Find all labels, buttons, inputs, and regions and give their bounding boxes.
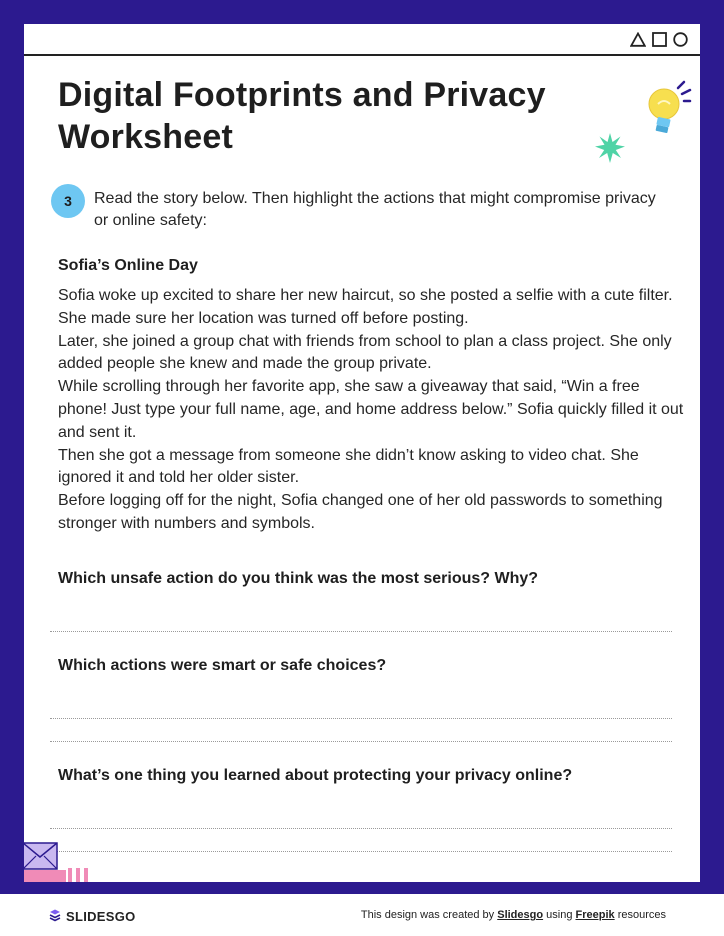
sparkle-star-icon <box>594 132 626 169</box>
question-2: Which actions were smart or safe choices? <box>58 657 387 674</box>
credit-prefix: This design was created by <box>360 909 495 921</box>
brand-name: SLIDESGO <box>66 909 136 924</box>
window-topbar <box>24 24 700 56</box>
credit-text <box>361 909 666 921</box>
answer-line[interactable] <box>50 851 672 852</box>
square-icon <box>652 32 667 52</box>
lightbulb-icon <box>638 80 694 147</box>
circle-icon <box>673 32 688 52</box>
question-3: What’s one thing you learned about protecting your privacy online? <box>58 767 573 784</box>
story-text <box>58 285 688 536</box>
answer-line[interactable] <box>50 631 672 632</box>
credit-middle: using <box>546 909 573 921</box>
question-1: Which unsafe action do you think was the most serious? Why? <box>58 570 539 587</box>
worksheet-page <box>24 24 700 882</box>
answer-line[interactable] <box>50 718 672 719</box>
brand-logo <box>48 908 136 925</box>
decorative-mark <box>84 868 88 882</box>
step-number-badge: 3 <box>51 184 85 218</box>
answer-line[interactable] <box>50 741 672 742</box>
footer <box>0 894 724 936</box>
instruction-text: Read the story below. Then highlight the actions that might compromise privacy or online safety: <box>94 190 656 229</box>
slidesgo-logo-icon <box>48 908 62 925</box>
slidesgo-link[interactable]: Slidesgo <box>497 909 544 921</box>
decorative-mark <box>68 868 72 882</box>
decorative-bar <box>24 870 66 882</box>
story-title: Sofia’s Online Day <box>58 257 198 274</box>
triangle-icon <box>630 32 646 52</box>
page-title: Digital Footprints and Privacy Worksheet <box>58 76 546 156</box>
answer-line[interactable] <box>50 828 672 829</box>
credit-suffix: resources <box>617 909 666 921</box>
decorative-marks <box>68 868 88 882</box>
freepik-link[interactable]: Freepik <box>575 909 615 921</box>
story-paragraph: Later, she joined a group chat with friends from school to plan a class project. She only added people she knew and made the group private. <box>58 332 672 373</box>
story-paragraph: While scrolling through her favorite app, she saw a giveaway that said, “Win a free phone! Just type your full name, age, and home address below.” Sofia quickly filled it out and sent it. <box>58 378 684 441</box>
story-paragraph: Then she got a message from someone she didn’t know asking to video chat. She ignored it and told her older sister. <box>58 446 639 487</box>
decorative-mark <box>76 868 80 882</box>
story-paragraph: Before logging off for the night, Sofia changed one of her old passwords to something stronger with numbers and symbols. <box>58 492 663 532</box>
story-paragraph: Sofia woke up excited to share her new haircut, so she posted a selfie with a cute filter. She made sure her location was turned off before posting. <box>58 287 673 327</box>
window-controls <box>630 32 688 52</box>
